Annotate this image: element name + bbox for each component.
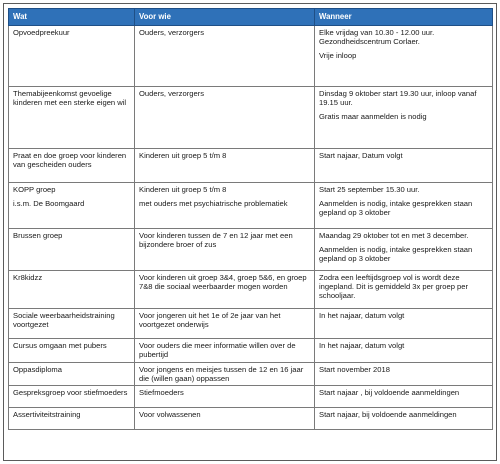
cell-wat [9,309,135,339]
cell-text: met ouders met psychiatrische problematiek [139,199,288,209]
cell-wanneer [315,26,493,87]
cell-voor-wie [135,271,315,309]
table-frame [3,3,497,461]
activity-table [8,8,493,430]
cell-text: Start najaar, Datum volgt [319,151,403,160]
cell-voor-wie [135,26,315,87]
cell-text: Gratis maar aanmelden is nodig [319,112,427,122]
cell-wat [9,87,135,149]
cell-text: Start najaar, bij voldoende aanmeldingen [319,410,457,420]
cell-wat [9,386,135,408]
cell-text: KOPP groep [13,185,56,194]
cell-text: Start najaar , bij voldoende aanmeldingen [319,388,460,398]
cell-text: In het najaar, datum volgt [319,311,405,320]
cell-wat [9,229,135,271]
cell-text: Maandag 29 oktober tot en met 3 december. [319,231,469,240]
cell-wat [9,26,135,87]
cell-wanneer [315,363,493,386]
cell-voor-wie [135,309,315,339]
cell-voor-wie [135,363,315,386]
cell-voor-wie [135,229,315,271]
cell-text: Kr8kidzz [13,273,43,282]
cell-wat [9,339,135,363]
cell-text: Assertiviteitstraining [13,410,81,420]
cell-wat [9,271,135,309]
cell-text: Vrije inloop [319,51,357,61]
table-row [9,183,493,229]
cell-text: Ouders, verzorgers [139,28,204,37]
cell-text: i.s.m. De Boomgaard [13,199,85,209]
cell-text: Ouders, verzorgers [139,89,204,98]
header-voor-wie: Voor wie [135,9,315,26]
table-row [9,229,493,271]
cell-text: Voor volwassenen [139,410,201,420]
header-row [9,9,493,26]
cell-voor-wie [135,339,315,363]
cell-wat [9,183,135,229]
cell-wat [9,408,135,430]
cell-voor-wie [135,183,315,229]
table-row [9,271,493,309]
cell-text: Gespreksgroep voor stiefmoeders [13,388,128,398]
cell-text: Themabijeenkomst gevoelige kinderen met een sterke eigen wil [13,89,127,108]
cell-voor-wie [135,149,315,183]
cell-text: Start november 2018 [319,365,390,374]
cell-wanneer [315,149,493,183]
cell-text: Cursus omgaan met pubers [13,341,107,350]
cell-text: Sociale weerbaarheidstraining voortgezet [13,311,115,330]
header-wanneer: Wanneer [315,9,493,26]
cell-wanneer [315,408,493,430]
cell-text: Zodra een leeftijdsgroep vol is wordt deze ingepland. Dit is gemiddeld 3x per groep per schooljaar. [319,273,469,301]
table-row [9,26,493,87]
table-row [9,339,493,363]
cell-wanneer [315,87,493,149]
table-row [9,309,493,339]
cell-text: Voor jongeren uit het 1e of 2e jaar van het voortgezet onderwijs [139,311,281,330]
cell-wat [9,363,135,386]
cell-text: Start 25 september 15.30 uur. [319,185,420,194]
cell-text: Kinderen uit groep 5 t/m 8 [139,185,227,194]
cell-text: Opvoedpreekuur [13,28,70,37]
table-body [9,26,493,430]
cell-text: Aanmelden is nodig, intake gesprekken staan gepland op 3 oktober [319,199,473,218]
cell-voor-wie [135,87,315,149]
cell-wanneer [315,271,493,309]
cell-text: Dinsdag 9 oktober start 19.30 uur, inloop vanaf 19.15 uur. [319,89,477,108]
table-row [9,408,493,430]
table-row [9,149,493,183]
table-row [9,363,493,386]
cell-text: Voor kinderen uit groep 3&4, groep 5&6, en groep 7&8 die sociaal weerbaarder mogen worden [139,273,307,292]
cell-text: Elke vrijdag van 10.30 - 12.00 uur. Gezondheidscentrum Corlaer. [319,28,435,47]
cell-wanneer [315,386,493,408]
table-row [9,386,493,408]
cell-text: Aanmelden is nodig, intake gesprekken staan gepland op 3 oktober [319,245,473,264]
cell-wanneer [315,339,493,363]
cell-text: Brussen groep [13,231,63,240]
cell-text: Kinderen uit groep 5 t/m 8 [139,151,227,160]
cell-voor-wie [135,386,315,408]
cell-text: Voor jongens en meisjes tussen de 12 en 16 jaar die (willen gaan) oppassen [139,365,304,384]
cell-text: In het najaar, datum volgt [319,341,405,350]
cell-wat [9,149,135,183]
cell-wanneer [315,229,493,271]
cell-text: Stiefmoeders [139,388,184,398]
cell-wanneer [315,183,493,229]
cell-text: Praat en doe groep voor kinderen van gescheiden ouders [13,151,127,170]
cell-text: Oppasdiploma [13,365,62,374]
table-row [9,87,493,149]
cell-wanneer [315,309,493,339]
cell-voor-wie [135,408,315,430]
cell-text: Voor kinderen tussen de 7 en 12 jaar met een bijzondere broer of zus [139,231,293,250]
cell-text: Voor ouders die meer informatie willen over de pubertijd [139,341,296,360]
header-wat: Wat [9,9,135,26]
